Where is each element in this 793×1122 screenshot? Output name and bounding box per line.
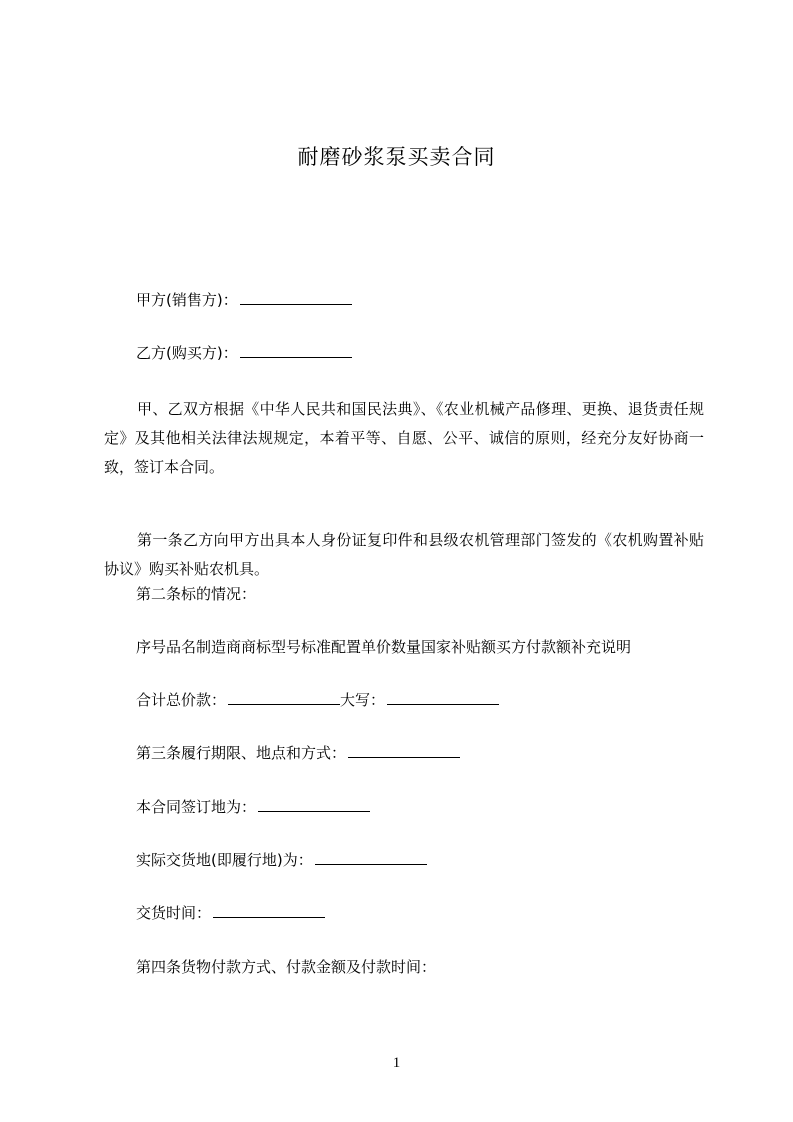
delivery-place-label: 实际交货地(即履行地)为： [136, 851, 313, 869]
page-number: 1 [392, 1055, 401, 1071]
article-3-label: 第三条履行期限、地点和方式： [136, 744, 347, 762]
capital-label: 大写： [340, 691, 386, 709]
capital-blank [387, 689, 499, 705]
signing-place-blank [258, 796, 370, 812]
signing-place-label: 本合同签订地为： [136, 798, 257, 816]
document-title: 耐磨砂浆泵买卖合同 [297, 145, 496, 169]
delivery-time-blank [213, 902, 325, 918]
party-b-blank [240, 342, 352, 358]
total-price-blank [228, 689, 340, 705]
total-price-label: 合计总价款： [136, 691, 227, 709]
party-b-line [136, 342, 352, 364]
party-a-label: 甲方(销售方)： [136, 291, 238, 309]
article-4-heading: 第四条货物付款方式、付款金额及付款时间： [136, 958, 437, 976]
table-header: 序号品名制造商商标型号标准配置单价数量国家补贴额买方付款额补充说明 [136, 638, 632, 656]
signing-place-line [136, 796, 370, 818]
party-a-blank [240, 289, 352, 305]
delivery-place-line [136, 849, 427, 871]
delivery-place-blank [315, 849, 427, 865]
intro-paragraph: 甲、乙双方根据《中华人民共和国民法典》、《农业机械产品修理、更换、退货责任规定》及其他相关法律法规规定，本着平等、自愿、公平、诚信的原则，经充分友好协商一致，签订本合同。 [104, 400, 704, 476]
party-b-label: 乙方(购买方)： [136, 344, 238, 362]
party-a-line [136, 289, 352, 311]
article-3-line [136, 742, 460, 764]
article-1: 第一条乙方向甲方出具本人身份证复印件和县级农机管理部门签发的《农机购置补贴协议》购买补贴农机具。 [104, 531, 704, 578]
article-2-heading: 第二条标的情况： [136, 585, 257, 603]
delivery-time-line [136, 902, 325, 924]
total-price-line [136, 689, 499, 711]
article-3-blank [348, 742, 460, 758]
delivery-time-label: 交货时间： [136, 904, 212, 922]
